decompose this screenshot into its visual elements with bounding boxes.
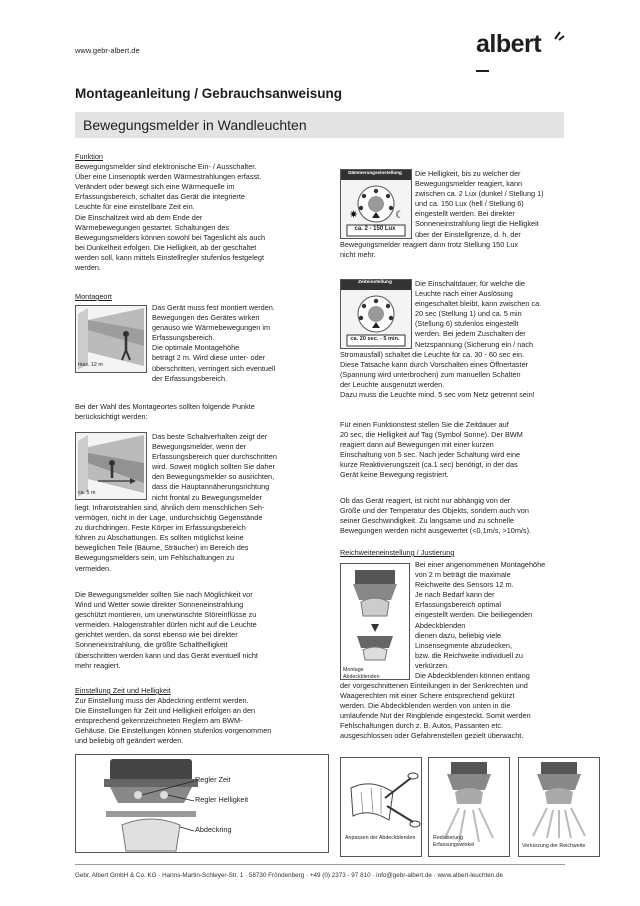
daemmerung-text-full	[340, 240, 565, 260]
brightness-fig-title: Dämmerungseinstellung	[348, 170, 402, 175]
montageort-text-3	[75, 503, 327, 574]
text-line: geschützt montieren, um unerwünschte Störeinflüsse zu	[75, 610, 257, 620]
text-line: liegt. Infrarotstrahlen sind, ähnlich dem menschlichen Seh-	[75, 503, 265, 512]
caption-anpassen: Anpassen der Abdeckblenden	[345, 835, 416, 841]
text-line: Bewegungsmelders sein, um Fehlschaltungen zu	[75, 553, 234, 563]
text-line: und ca. 150 Lux (hell / Stellung 6)	[415, 199, 524, 209]
logo-spark-icon	[552, 30, 566, 44]
text-line: Die Abdeckblenden können entlang	[415, 671, 530, 681]
text-line: wird. Soweit möglich sollten Sie daher	[152, 462, 275, 472]
cover-mounting-figure	[340, 563, 410, 680]
footer-divider	[75, 864, 565, 865]
text-line: bei Dunkelheit erfolgen. Die Helligkeit, ab der geschaltet	[75, 242, 257, 252]
text-line: Die Einstellungen für Zeit und Helligkeit erfolgen an den	[75, 706, 256, 716]
text-line: Die Helligkeit, bis zu welcher der	[415, 169, 521, 178]
subtitle: Bewegungsmelder in Wandleuchten	[83, 117, 307, 133]
text-line: Erfassungsbereich optimal	[415, 600, 501, 610]
text-line: Die optimale Montagehöhe	[152, 343, 240, 353]
text-line: eingeschaltet bleibt, kann zwischen ca.	[415, 299, 542, 309]
text-line: Sonneneinstrahlung, die größte Schalthelligkeit	[75, 640, 228, 650]
text-line: Das Gerät muss fest montiert werden.	[152, 303, 275, 312]
text-line: dass die Hauptannäherungsrichtung	[152, 482, 270, 492]
text-line: beträgt 2 m. Wird diese unter- oder	[152, 353, 266, 363]
text-line: reagiert dann auf Bewegungen mit einer kurzen	[340, 440, 494, 450]
reichweite-text-full	[340, 681, 568, 742]
montageort-text-2	[152, 432, 324, 503]
text-line: Sonneneinstrahlung liegt die Helligkeit	[415, 219, 539, 229]
text-line: Bei der Wahl des Montageortes sollten folgende Punkte	[75, 402, 255, 411]
logo-underline	[476, 70, 489, 72]
text-line: Zur Einstellung muss der Abdeckring entfernt werden.	[75, 696, 249, 706]
text-line: der Erfassungsbereich.	[152, 373, 228, 383]
text-line: Erfassungsbereich.	[152, 333, 215, 343]
text-line: genauso wie Wärmebewegungen im	[152, 323, 271, 333]
text-line: der vorgeschnittenen Einteilungen in der Senkrechten und	[340, 681, 528, 690]
caption-verkuerzung: Verkürzung der Reichweite	[522, 843, 586, 849]
text-line: vermeiden. Halogenstrahler dürfen nicht auf die Leuchte	[75, 620, 257, 630]
text-line: Über eine Linsenoptik werden Wärmestrahlungen erfasst.	[75, 172, 262, 182]
text-line: Gehäuse. Die Einstellungen können stufenlos vorgenommen	[75, 726, 272, 736]
text-line: von 2 m beträgt die maximale	[415, 570, 511, 580]
text-line: Dazu muss die Leuchte mind. 5 sec vom Netz getrennt sein!	[340, 390, 535, 400]
heading-montageort: Montageort	[75, 292, 112, 301]
text-line: Das beste Schaltverhalten zeigt der	[152, 432, 268, 441]
text-line: Größe und der Temperatur des Objekts, sondern auch von	[340, 506, 529, 516]
text-line: werden. Bei jedem Zuschalten der	[415, 329, 526, 339]
text-line: Bewegungen werden nicht ausgewertet (<0,1m/s, >10m/s).	[340, 526, 532, 536]
text-line: Gerät keine Bewegung registriert.	[340, 470, 449, 480]
figure-caption: Abdeckblenden	[343, 674, 380, 680]
text-line: bzw. die Reichweite individuell zu	[415, 650, 523, 660]
text-line: Die Einschaltzeit wird ab dem Ende der	[75, 212, 203, 222]
text-line: Fehlschaltungen durch z. B. Autos, Passanten etc.	[340, 721, 504, 731]
svg-text:☾: ☾	[395, 210, 404, 221]
text-line: zwischen ca. 2 Lux (dunkel / Stellung 1)	[415, 189, 544, 199]
zeit-text-full	[340, 350, 565, 400]
figure-caption: Montage	[343, 667, 364, 673]
section-funktion	[75, 152, 325, 273]
page-title: Montageanleitung / Gebrauchsanweisung	[75, 86, 343, 101]
text-line: berücksichtigt werden:	[75, 412, 148, 422]
text-line: Linsensegmente abzudecken,	[415, 640, 512, 650]
figure-label: ca. 5 m	[78, 490, 96, 496]
text-line: vermögen, nicht in der Lage, undurchsichtig Gegenstände	[75, 513, 263, 523]
text-line: gerichtet werden, da sonst ebenso wie bei direkter	[75, 630, 238, 640]
text-line: zu durchdringen. Feste Körper im Erfassungsbereich	[75, 523, 246, 533]
text-line: Für einen Funktionstest stellen Sie die Zeitdauer auf	[340, 420, 509, 429]
figure-label: max. 12 m	[78, 362, 103, 368]
text-line: Stromausfall) schaltet die Leuchte für ca. 30 - 60 sec ein.	[340, 350, 525, 359]
text-line: und beliebig oft geändert werden.	[75, 736, 184, 746]
montageort-text-4	[75, 590, 327, 671]
text-line: Netzspannung (Sicherung ein / nach	[415, 339, 534, 349]
text-line: Ob das Gerät reagiert, ist nicht nur abhängig von der	[340, 496, 511, 505]
text-line: kurze Reaktivierungszeit (ca.1 sec) benötigt, in der das	[340, 460, 518, 470]
text-line: überschritten, verringert sich eventuell	[152, 363, 276, 373]
heading-funktion: Funktion	[75, 152, 103, 161]
reichweite-text	[415, 560, 567, 681]
text-line: nicht frontal zu Bewegungsmelder	[152, 492, 262, 502]
subtitle-bar	[75, 112, 564, 138]
text-line: Bei einer angenommenen Montagehöhe	[415, 560, 546, 569]
text-line: Diese Tatsache kann durch Vorschalten eines Öffnertaster	[340, 360, 528, 370]
text-line: werden soll, kann mittels Einstellregler stufenlos festgelegt	[75, 252, 265, 262]
time-fig-title: Zeiteinstellung	[358, 280, 392, 285]
text-line: Einschaltung von 5 sec. Nach jeder Schaltung wird eine	[340, 450, 521, 460]
text-line: umlaufende Nut der Ringblende eingesteckt. Somit werden	[340, 711, 531, 721]
heading-einstellung: Einstellung Zeit und Helligkeit	[75, 686, 171, 695]
text-line: Die Bewegungsmelder sollten Sie nach Möglichkeit vor	[75, 590, 253, 599]
text-line: führen zu Abschattungen. Es sollten möglichst keine	[75, 533, 244, 543]
caption-reduzierung: Reduzierung Erfassungswinkel	[433, 835, 475, 848]
footer-contact: Gebr. Albert GmbH & Co. KG · Hanns-Martin-Schleyer-Str. 1 · 58730 Fröndenberg · +49 (0) 2373 - 97 810 · info@gebr-albert.de · www.albert-leuchten.de	[75, 872, 503, 879]
text-line: werden.	[75, 263, 101, 273]
text-line: dienen dazu, beliebig viele	[415, 630, 502, 640]
text-line: (Spannung wird unterbrochen) zum manuellen Schalten	[340, 370, 521, 380]
text-line: den Bewegungsmelder so ausrichten,	[152, 472, 275, 482]
heading-reichweite: Reichweiteneinstellung / Justierung	[340, 548, 455, 557]
text-line: verkürzen.	[415, 660, 450, 670]
text-line: eingestellt werden. Bei direkter	[415, 209, 515, 219]
text-line: entsprechend gekennzeichneten Reglern am BWM-	[75, 716, 243, 726]
text-line: Leuchte nach einer Auslösung	[415, 289, 513, 299]
text-line: Bewegungsmelder reagiert dann trotz Stellung 150 Lux	[340, 240, 519, 249]
label-regler-helligkeit: Regler Helligkeit	[195, 795, 249, 804]
text-line: Wärmebewegungen gestartet. Schaltungen des	[75, 222, 230, 232]
text-line: Bewegungen des Gerätes wirken	[152, 313, 260, 323]
objekt-text	[340, 496, 565, 536]
svg-text:✷: ✷	[349, 208, 359, 221]
label-regler-zeit: Regler Zeit	[195, 775, 231, 784]
range-reduction-figure	[518, 757, 600, 857]
text-line: Bewegungsmelder reagiert, kann	[415, 179, 523, 189]
section-einstellung	[75, 686, 327, 747]
text-line: Erfassungsbereich quer durchschritten	[152, 452, 277, 462]
brand-logo: albert	[476, 30, 542, 58]
montageort-choice	[75, 402, 325, 422]
brightness-range: ca. 2 - 150 Lux	[354, 226, 396, 232]
time-range: ca. 20 sec. - 5 min.	[350, 336, 400, 342]
text-line: Waagerechten mit einer Schere entsprechend gekürzt	[340, 691, 515, 701]
montageort-text	[152, 303, 322, 384]
label-abdeckring: Abdeckring	[195, 825, 232, 834]
text-line: über der Einstellgrenze, d. h. der	[415, 229, 521, 239]
text-line: mehr reagiert.	[75, 660, 121, 670]
daemmerung-text	[415, 169, 565, 240]
text-line: Abdeckblenden	[415, 620, 466, 630]
scissors-figure	[340, 757, 422, 857]
text-line: 20 sec (Stellung 1) und ca. 5 min	[415, 309, 522, 319]
text-line: vermeiden.	[75, 563, 112, 573]
text-line: Verändert oder bewegt sich eine Wärmequelle im	[75, 182, 235, 192]
text-line: Leuchte für eine einstellbare Zeit ein.	[75, 202, 195, 212]
text-line: Bewegungsmelder sind elektronische Ein- / Ausschalter.	[75, 162, 257, 172]
funktionstest-text	[340, 420, 565, 481]
text-line: Die Einschaltdauer, für welche die	[415, 279, 525, 288]
text-line: eingestellt werden. Die beiliegenden	[415, 610, 533, 620]
text-line: der Leuchte ausgenutzt werden.	[340, 380, 445, 390]
text-line: 20 sec, die Helligkeit auf Tag (Symbol Sonne). Der BWM	[340, 430, 523, 440]
text-line: ausgeschlossen oder Gefahrenstellen gezielt überwacht.	[340, 731, 524, 741]
text-line: beweglichen Teile (Bäume, Sträucher) im Bereich des	[75, 543, 249, 553]
website-url: www.gebr-albert.de	[75, 46, 140, 55]
text-line: Bewegungsmelders können sowohl bei Tageslicht als auch	[75, 232, 266, 242]
text-line: Bewegungsmelder, wenn der	[152, 442, 247, 452]
text-line: Reichweite des Sensors 12 m.	[415, 580, 514, 590]
text-line: (Stellung 6) stufenlos eingestellt	[415, 319, 519, 329]
text-line: seiner Geschwindigkeit. Zu langsame und zu schnelle	[340, 516, 515, 526]
text-line: Je nach Bedarf kann der	[415, 590, 495, 600]
text-line: Erfassungsbereich, schaltet das Gerät die integrierte	[75, 192, 245, 202]
zeit-text	[415, 279, 565, 350]
text-line: Wind und Wetter sowie direkter Sonneneinstrahlung	[75, 600, 244, 610]
text-line: werden. Die Abdeckblenden werden von unten in die	[340, 701, 511, 711]
text-line: nicht mehr.	[340, 250, 376, 260]
text-line: überschritten werden kann und das Gerät eventuell nicht	[75, 650, 258, 660]
